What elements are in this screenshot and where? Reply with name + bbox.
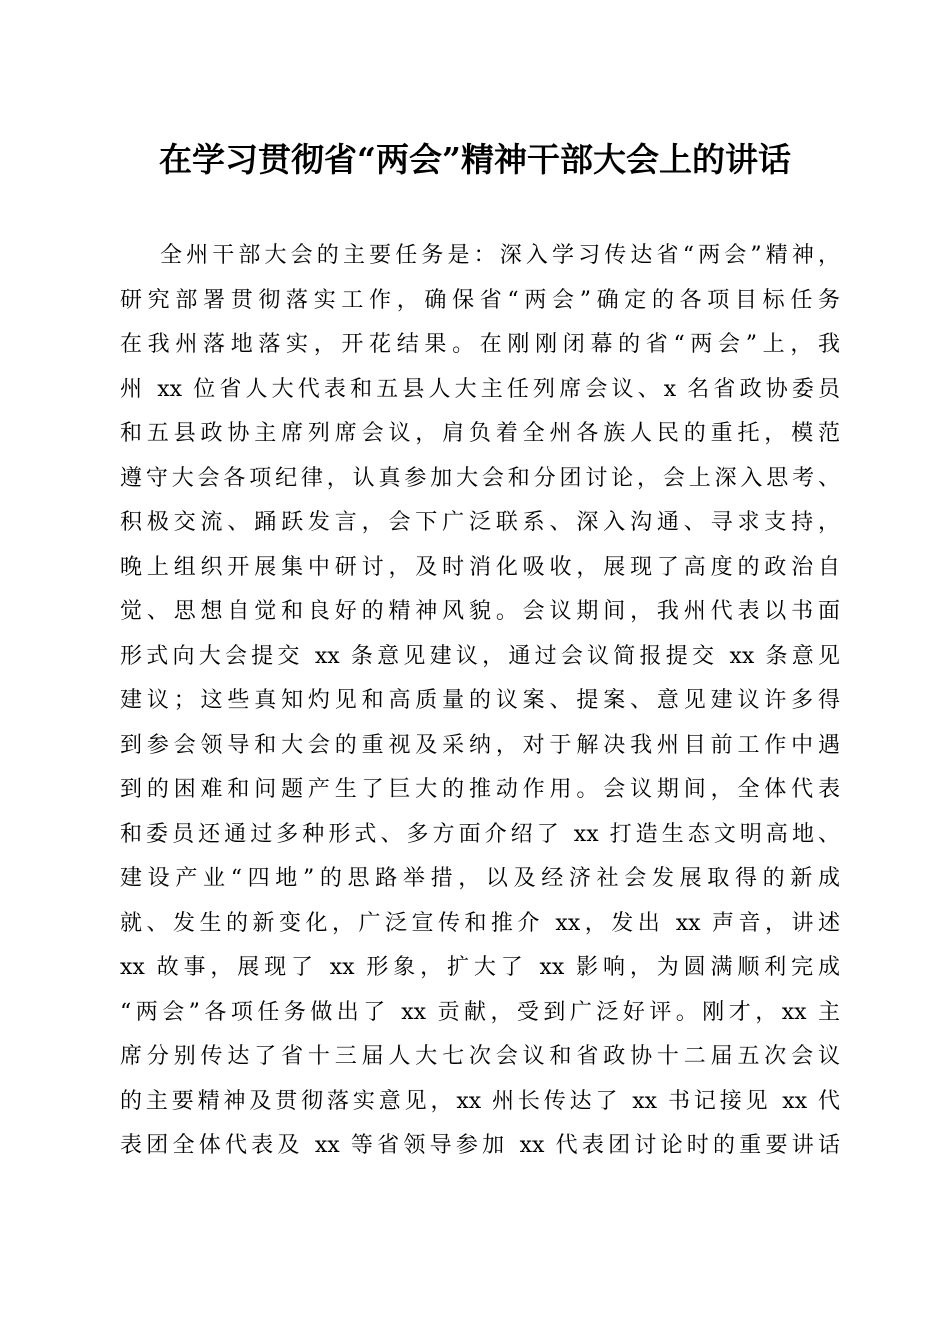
paragraph-line: 建设产业“四地”的思路举措，以及经济社会发展取得的新成 <box>120 866 840 891</box>
paragraph-line: 建议；这些真知灼见和高质量的议案、提案、意见建议许多得 <box>120 688 840 713</box>
paragraph-line: 就、发生的新变化，广泛宣传和推介 xx，发出 xx 声音，讲述 <box>120 910 840 936</box>
paragraph-line: 的主要精神及贯彻落实意见，xx 州长传达了 xx 书记接见 xx 代 <box>120 1088 840 1114</box>
paragraph-line: “两会”各项任务做出了 xx 贡献，受到广泛好评。刚才，xx 主 <box>120 999 840 1025</box>
paragraph-line: 州 xx 位省人大代表和五县人大主任列席会议、x 名省政协委员 <box>120 376 840 402</box>
document-title: 在学习贯彻省“两会”精神干部大会上的讲话 <box>159 140 791 179</box>
paragraph-line: xx 故事，展现了 xx 形象，扩大了 xx 影响，为圆满顺利完成 <box>120 955 840 980</box>
paragraph-line: 在我州落地落实，开花结果。在刚刚闭幕的省“两会”上，我 <box>120 332 840 357</box>
paragraph-line: 和五县政协主席列席会议，肩负着全州各族人民的重托，模范 <box>120 421 840 446</box>
paragraph-line: 形式向大会提交 xx 条意见建议，通过会议简报提交 xx 条意见 <box>120 643 840 669</box>
paragraph-line: 和委员还通过多种形式、多方面介绍了 xx 打造生态文明高地、 <box>120 821 840 847</box>
paragraph-line: 到的困难和问题产生了巨大的推动作用。会议期间，全体代表 <box>120 777 840 802</box>
paragraph-line: 遵守大会各项纪律，认真参加大会和分团讨论，会上深入思考、 <box>120 465 840 491</box>
paragraph-line: 表团全体代表及 xx 等省领导参加 xx 代表团讨论时的重要讲话 <box>120 1133 840 1158</box>
paragraph-line: 到参会领导和大会的重视及采纳，对于解决我州目前工作中遇 <box>120 732 840 758</box>
paragraph-line: 全州干部大会的主要任务是：深入学习传达省“两会”精神， <box>160 243 840 268</box>
paragraph-line: 晚上组织开展集中研讨，及时消化吸收，展现了高度的政治自 <box>120 554 840 580</box>
paragraph-line: 研究部署贯彻落实工作，确保省“两会”确定的各项目标任务 <box>120 287 840 313</box>
paragraph-line: 席分别传达了省十三届人大七次会议和省政协十二届五次会议 <box>120 1044 840 1069</box>
document-body <box>120 234 840 1169</box>
paragraph-line: 觉、思想自觉和良好的精神风貌。会议期间，我州代表以书面 <box>120 599 840 624</box>
paragraph-line: 积极交流、踊跃发言，会下广泛联系、深入沟通、寻求支持， <box>120 510 840 535</box>
